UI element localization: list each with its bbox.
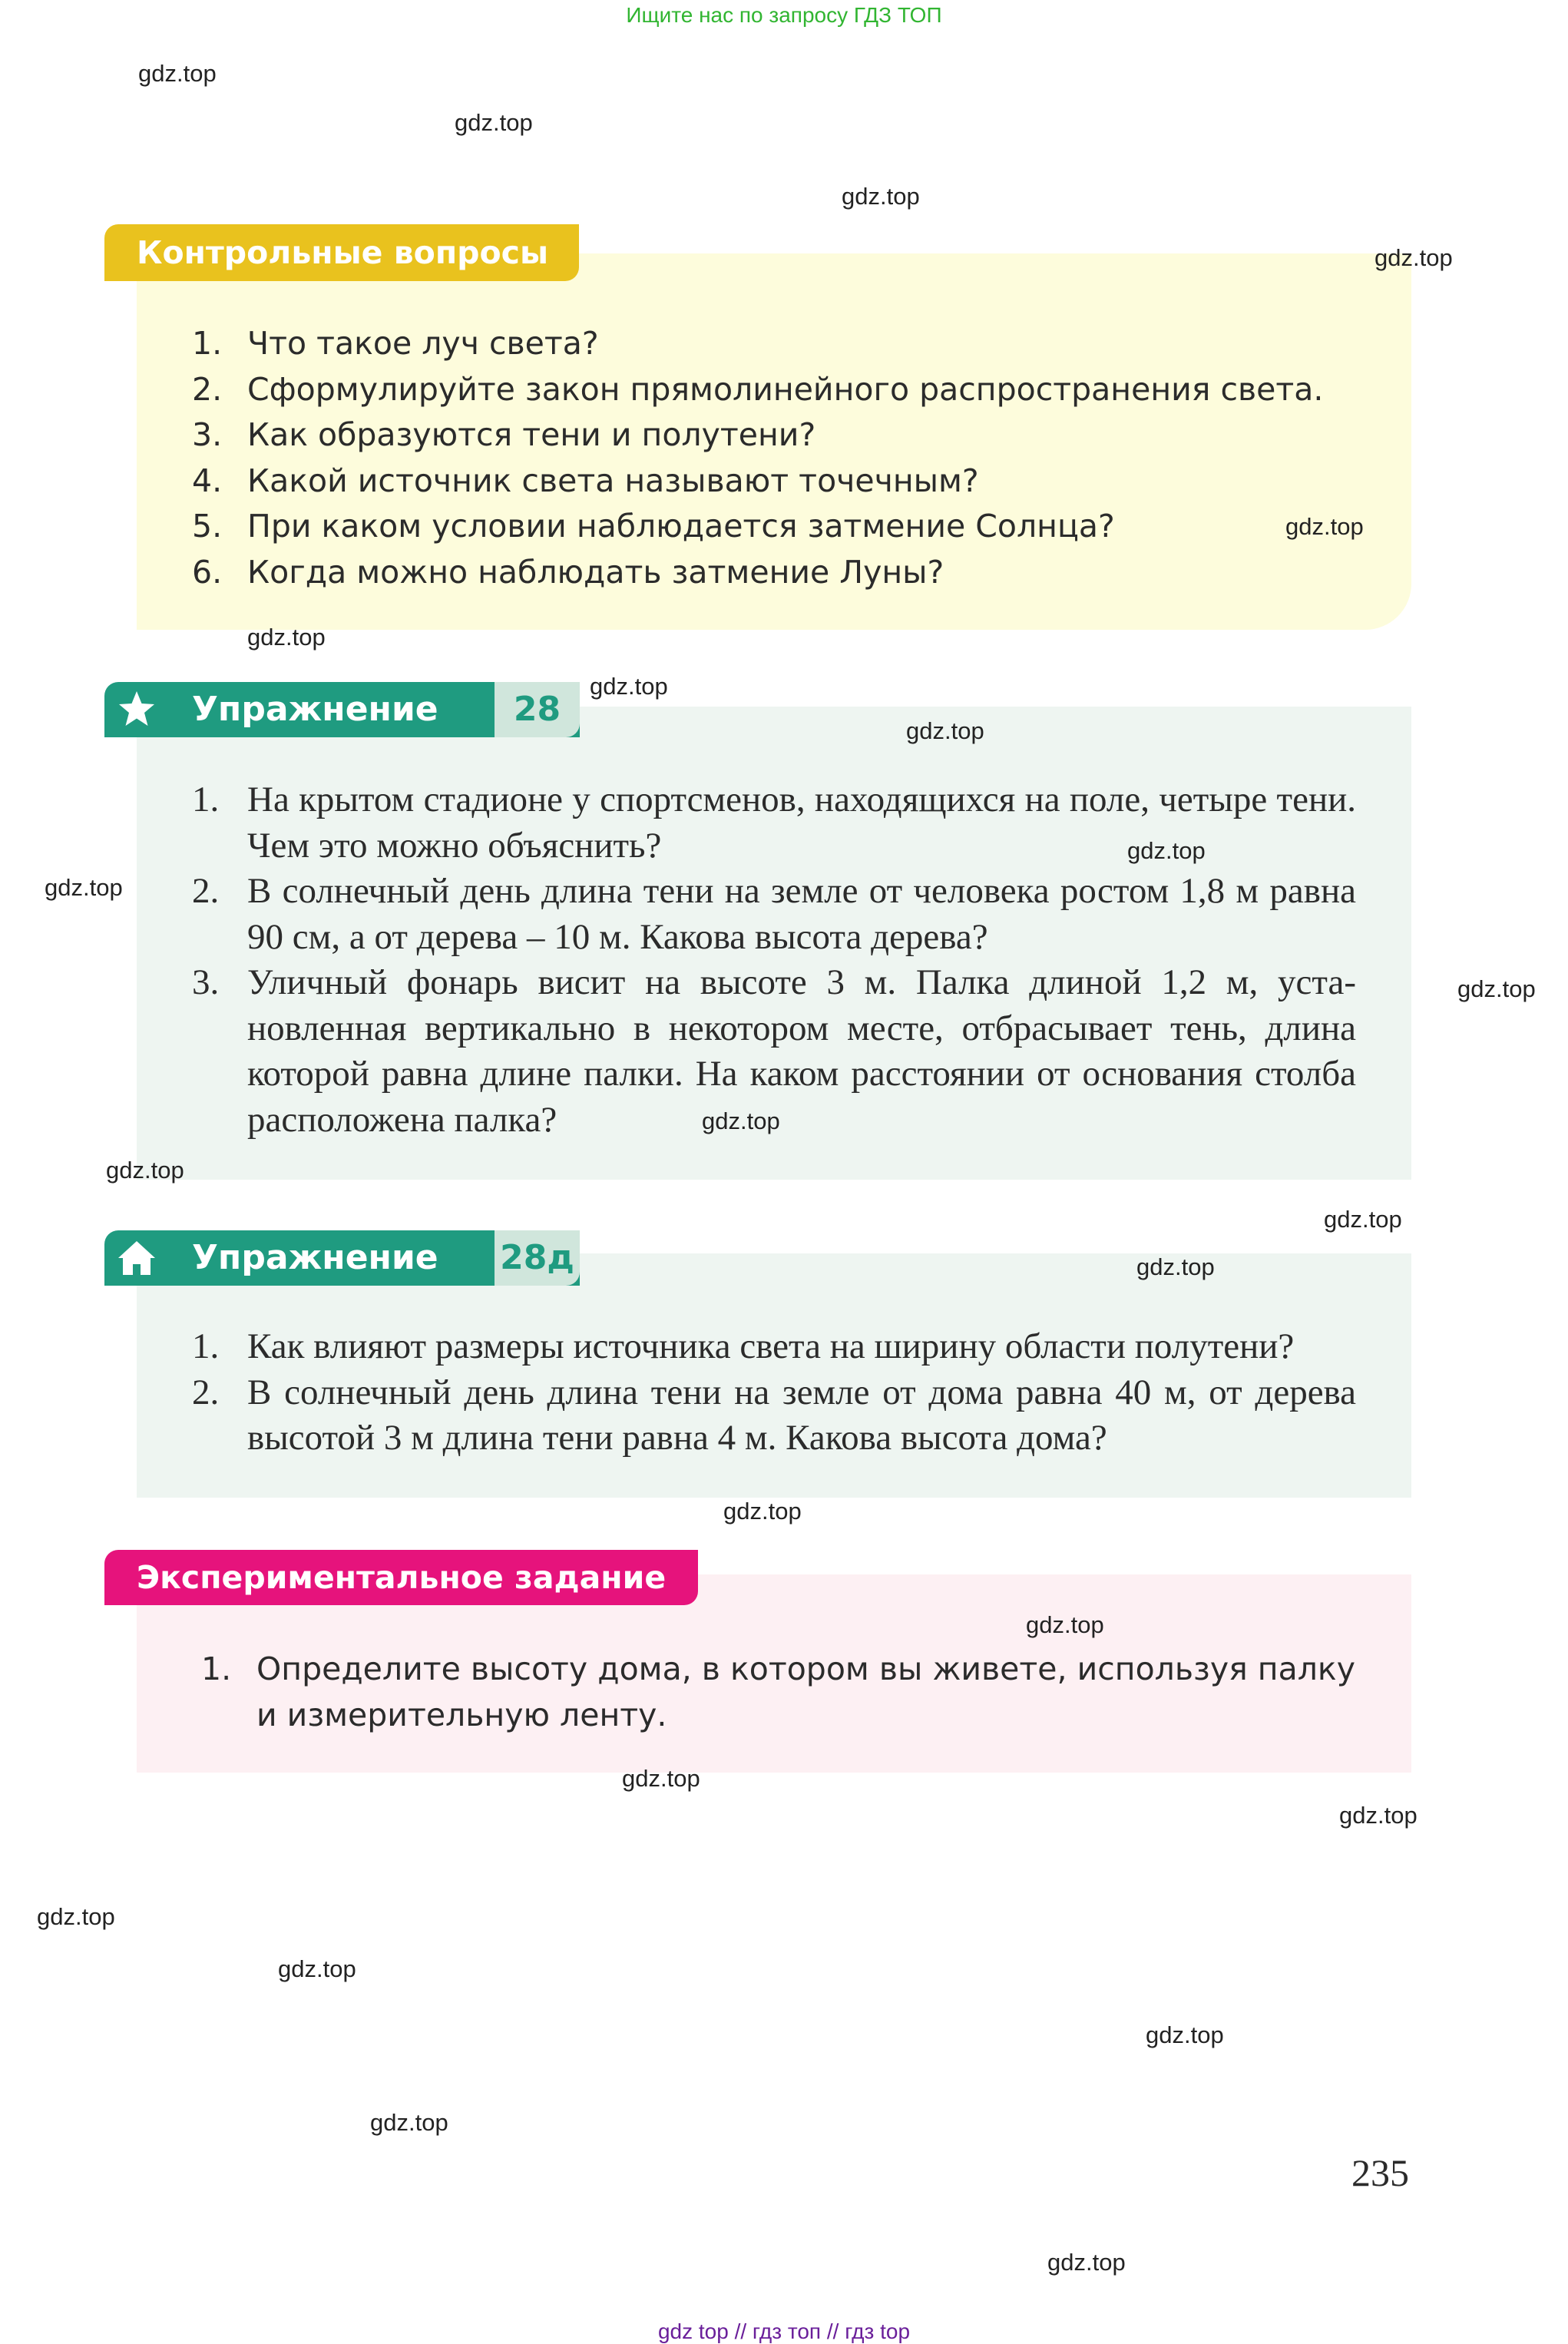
watermark: gdz.top (45, 874, 123, 901)
watermark: gdz.top (247, 624, 326, 651)
exercise-title: Упражнение (192, 1238, 438, 1277)
exercise-28-header (104, 682, 580, 737)
experimental-task-title: Экспериментальное задание (104, 1550, 698, 1605)
list-item: 2. В солнечный день длина тени на земле от человека ростом 1,8 м равна 90 см, а от дерева – 10 м. Какова высота дерева? (192, 871, 1356, 957)
list-item: 1. Что такое луч света? (192, 325, 599, 362)
list-item: 3. Уличный фонарь висит на высоте 3 м. Палка длиной 1,2 м, установленная вертикально в некотором месте, отбрасывает тень, длина которой равна длине палки. На каком расстоянии от основания столба расположена палка? (192, 962, 1356, 1140)
watermark: gdz.top (1136, 1253, 1215, 1280)
house-icon (115, 1237, 158, 1280)
watermark: gdz.top (1457, 975, 1536, 1002)
list-item: 1. Определите высоту дома, в котором вы живете, используя палку и измерительную ленту. (201, 1650, 1355, 1733)
watermark: gdz.top (842, 183, 920, 210)
watermark: gdz.top (1026, 1611, 1104, 1638)
list-item: 3. Как образуются тени и полутени? (192, 416, 816, 453)
list-item: 2. В солнечный день длина тени на земле от дома равна 40 м, от дерева высотой 3 м длина тени равна 4 м. Какова высота дома? (192, 1372, 1356, 1458)
exercise-28d-list (192, 1324, 1356, 1462)
exercise-28-list (192, 777, 1356, 1143)
watermark: gdz.top (702, 1107, 780, 1134)
list-item: 5. При каком условии наблюдается затмение Солнца? (192, 508, 1115, 545)
watermark: gdz.top (622, 1765, 700, 1792)
watermark: gdz.top (278, 1955, 356, 1982)
exercise-number: 28д (495, 1230, 580, 1286)
watermark: gdz.top (37, 1903, 115, 1930)
watermark: gdz.top (1339, 1802, 1417, 1829)
bottom-links[interactable]: gdz top // гдз топ // гдз top (657, 2319, 911, 2343)
experimental-task-list (201, 1647, 1356, 1738)
watermark: gdz.top (455, 109, 533, 136)
list-item: 1. Как влияют размеры источника света на ширину области полутени? (192, 1326, 1295, 1366)
watermark: gdz.top (370, 2109, 448, 2136)
watermark: gdz.top (906, 717, 984, 744)
watermark: gdz.top (723, 1498, 802, 1525)
exercise-title: Упражнение (192, 690, 438, 729)
control-questions-list (192, 321, 1382, 595)
control-questions-title: Контрольные вопросы (104, 224, 579, 281)
list-item: 1. На крытом стадионе у спортсменов, находящихся на поле, четыре тени. Чем это можно объяснить? (192, 780, 1356, 866)
watermark: gdz.top (1285, 513, 1364, 540)
star-icon (115, 688, 158, 731)
watermark: gdz.top (1127, 837, 1206, 864)
watermark: gdz.top (1374, 244, 1453, 271)
watermark: gdz.top (106, 1157, 184, 1184)
exercise-number: 28 (495, 682, 580, 737)
watermark: gdz.top (590, 673, 668, 700)
watermark: gdz.top (138, 60, 217, 87)
list-item: 4. Какой источник света называют точечным? (192, 462, 979, 499)
exercise-28d-header (104, 1230, 580, 1286)
watermark: gdz.top (1146, 2021, 1224, 2048)
watermark: gdz.top (1047, 2249, 1126, 2276)
top-banner[interactable]: Ищите нас по запросу ГДЗ ТОП (626, 3, 942, 27)
list-item: 2. Сформулируйте закон прямолинейного распространения света. (192, 370, 1324, 408)
watermark: gdz.top (1324, 1206, 1402, 1233)
page-number: 235 (1351, 2151, 1409, 2194)
list-item: 6. Когда можно наблюдать затмение Луны? (192, 553, 944, 591)
